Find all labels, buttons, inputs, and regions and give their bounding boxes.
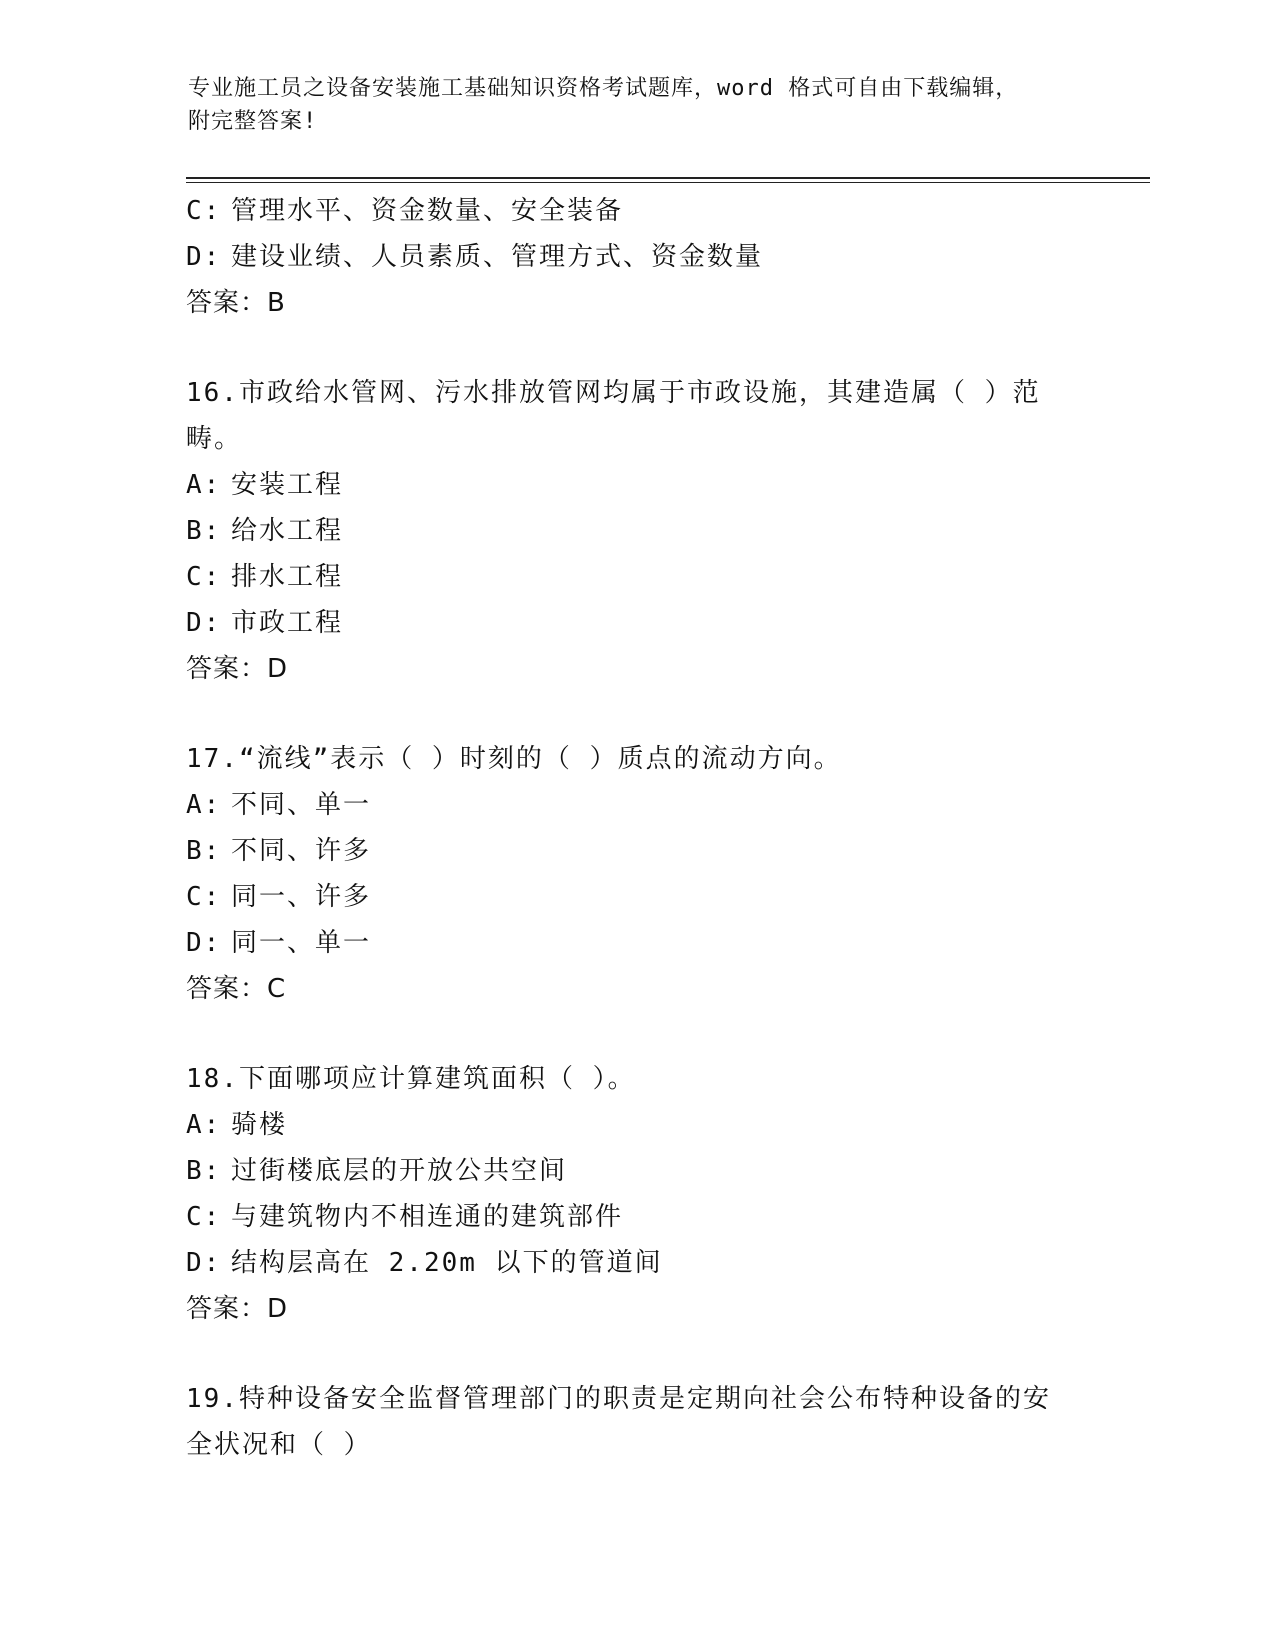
question-19 xyxy=(186,1376,1086,1468)
document-header xyxy=(188,72,1088,138)
option-c xyxy=(186,1194,1086,1240)
option-key: C: xyxy=(186,196,222,226)
option-text: 结构层高在 2.20m 以下的管道间 xyxy=(231,1248,663,1278)
header-line-2: 附完整答案! xyxy=(188,109,318,134)
option-key: A: xyxy=(186,470,222,500)
option-text: 同一、单一 xyxy=(231,928,372,958)
option-b xyxy=(186,1148,1086,1194)
option-text: 安装工程 xyxy=(231,470,344,500)
question-text-line-2: 全状况和（ ） xyxy=(186,1430,372,1460)
question-list xyxy=(186,188,1086,1468)
answer: 答案：B xyxy=(186,288,286,318)
option-c xyxy=(186,554,1086,600)
option-a xyxy=(186,1102,1086,1148)
option-b xyxy=(186,508,1086,554)
option-text: 骑楼 xyxy=(231,1110,288,1140)
answer: 答案：D xyxy=(186,654,289,684)
option-text: 建设业绩、人员素质、管理方式、资金数量 xyxy=(231,242,764,272)
option-text: 过街楼底层的开放公共空间 xyxy=(231,1156,568,1186)
question-text-line-1: 19.特种设备安全监督管理部门的职责是定期向社会公布特种设备的安 xyxy=(186,1384,1051,1414)
option-text: 管理水平、资金数量、安全装备 xyxy=(231,196,624,226)
answer: 答案：D xyxy=(186,1294,289,1324)
option-key: C: xyxy=(186,882,222,912)
option-key: C: xyxy=(186,562,222,592)
option-c xyxy=(186,188,1086,234)
question-18 xyxy=(186,1056,1086,1332)
question-15 xyxy=(186,188,1086,326)
header-divider-thin xyxy=(186,182,1150,183)
option-key: B: xyxy=(186,516,222,546)
option-text: 与建筑物内不相连通的建筑部件 xyxy=(231,1202,624,1232)
option-d xyxy=(186,234,1086,280)
question-text-line-1: 18.下面哪项应计算建筑面积（ ）。 xyxy=(186,1064,636,1094)
question-text-line-1: 16.市政给水管网、污水排放管网均属于市政设施，其建造属（ ）范 xyxy=(186,378,1041,408)
option-b xyxy=(186,828,1086,874)
option-text: 同一、许多 xyxy=(231,882,372,912)
header-line-1: 专业施工员之设备安装施工基础知识资格考试题库，word 格式可自由下载编辑， xyxy=(188,76,1019,101)
option-d xyxy=(186,920,1086,966)
option-key: A: xyxy=(186,1110,222,1140)
option-a xyxy=(186,782,1086,828)
question-text-line-1: 17.“流线”表示（ ）时刻的（ ）质点的流动方向。 xyxy=(186,744,842,774)
option-key: B: xyxy=(186,1156,222,1186)
option-a xyxy=(186,462,1086,508)
option-key: D: xyxy=(186,1248,222,1278)
option-key: D: xyxy=(186,242,222,272)
option-d xyxy=(186,1240,1086,1286)
option-text: 排水工程 xyxy=(231,562,344,592)
option-key: B: xyxy=(186,836,222,866)
option-key: A: xyxy=(186,790,222,820)
option-d xyxy=(186,600,1086,646)
question-text-line-2: 畴。 xyxy=(186,424,243,454)
answer: 答案：C xyxy=(186,974,287,1004)
option-key: D: xyxy=(186,928,222,958)
option-text: 给水工程 xyxy=(231,516,344,546)
option-c xyxy=(186,874,1086,920)
option-text: 市政工程 xyxy=(231,608,344,638)
header-divider-thick xyxy=(186,177,1150,179)
question-17 xyxy=(186,736,1086,1012)
option-key: C: xyxy=(186,1202,222,1232)
option-key: D: xyxy=(186,608,222,638)
option-text: 不同、许多 xyxy=(231,836,372,866)
question-16 xyxy=(186,370,1086,692)
option-text: 不同、单一 xyxy=(231,790,372,820)
